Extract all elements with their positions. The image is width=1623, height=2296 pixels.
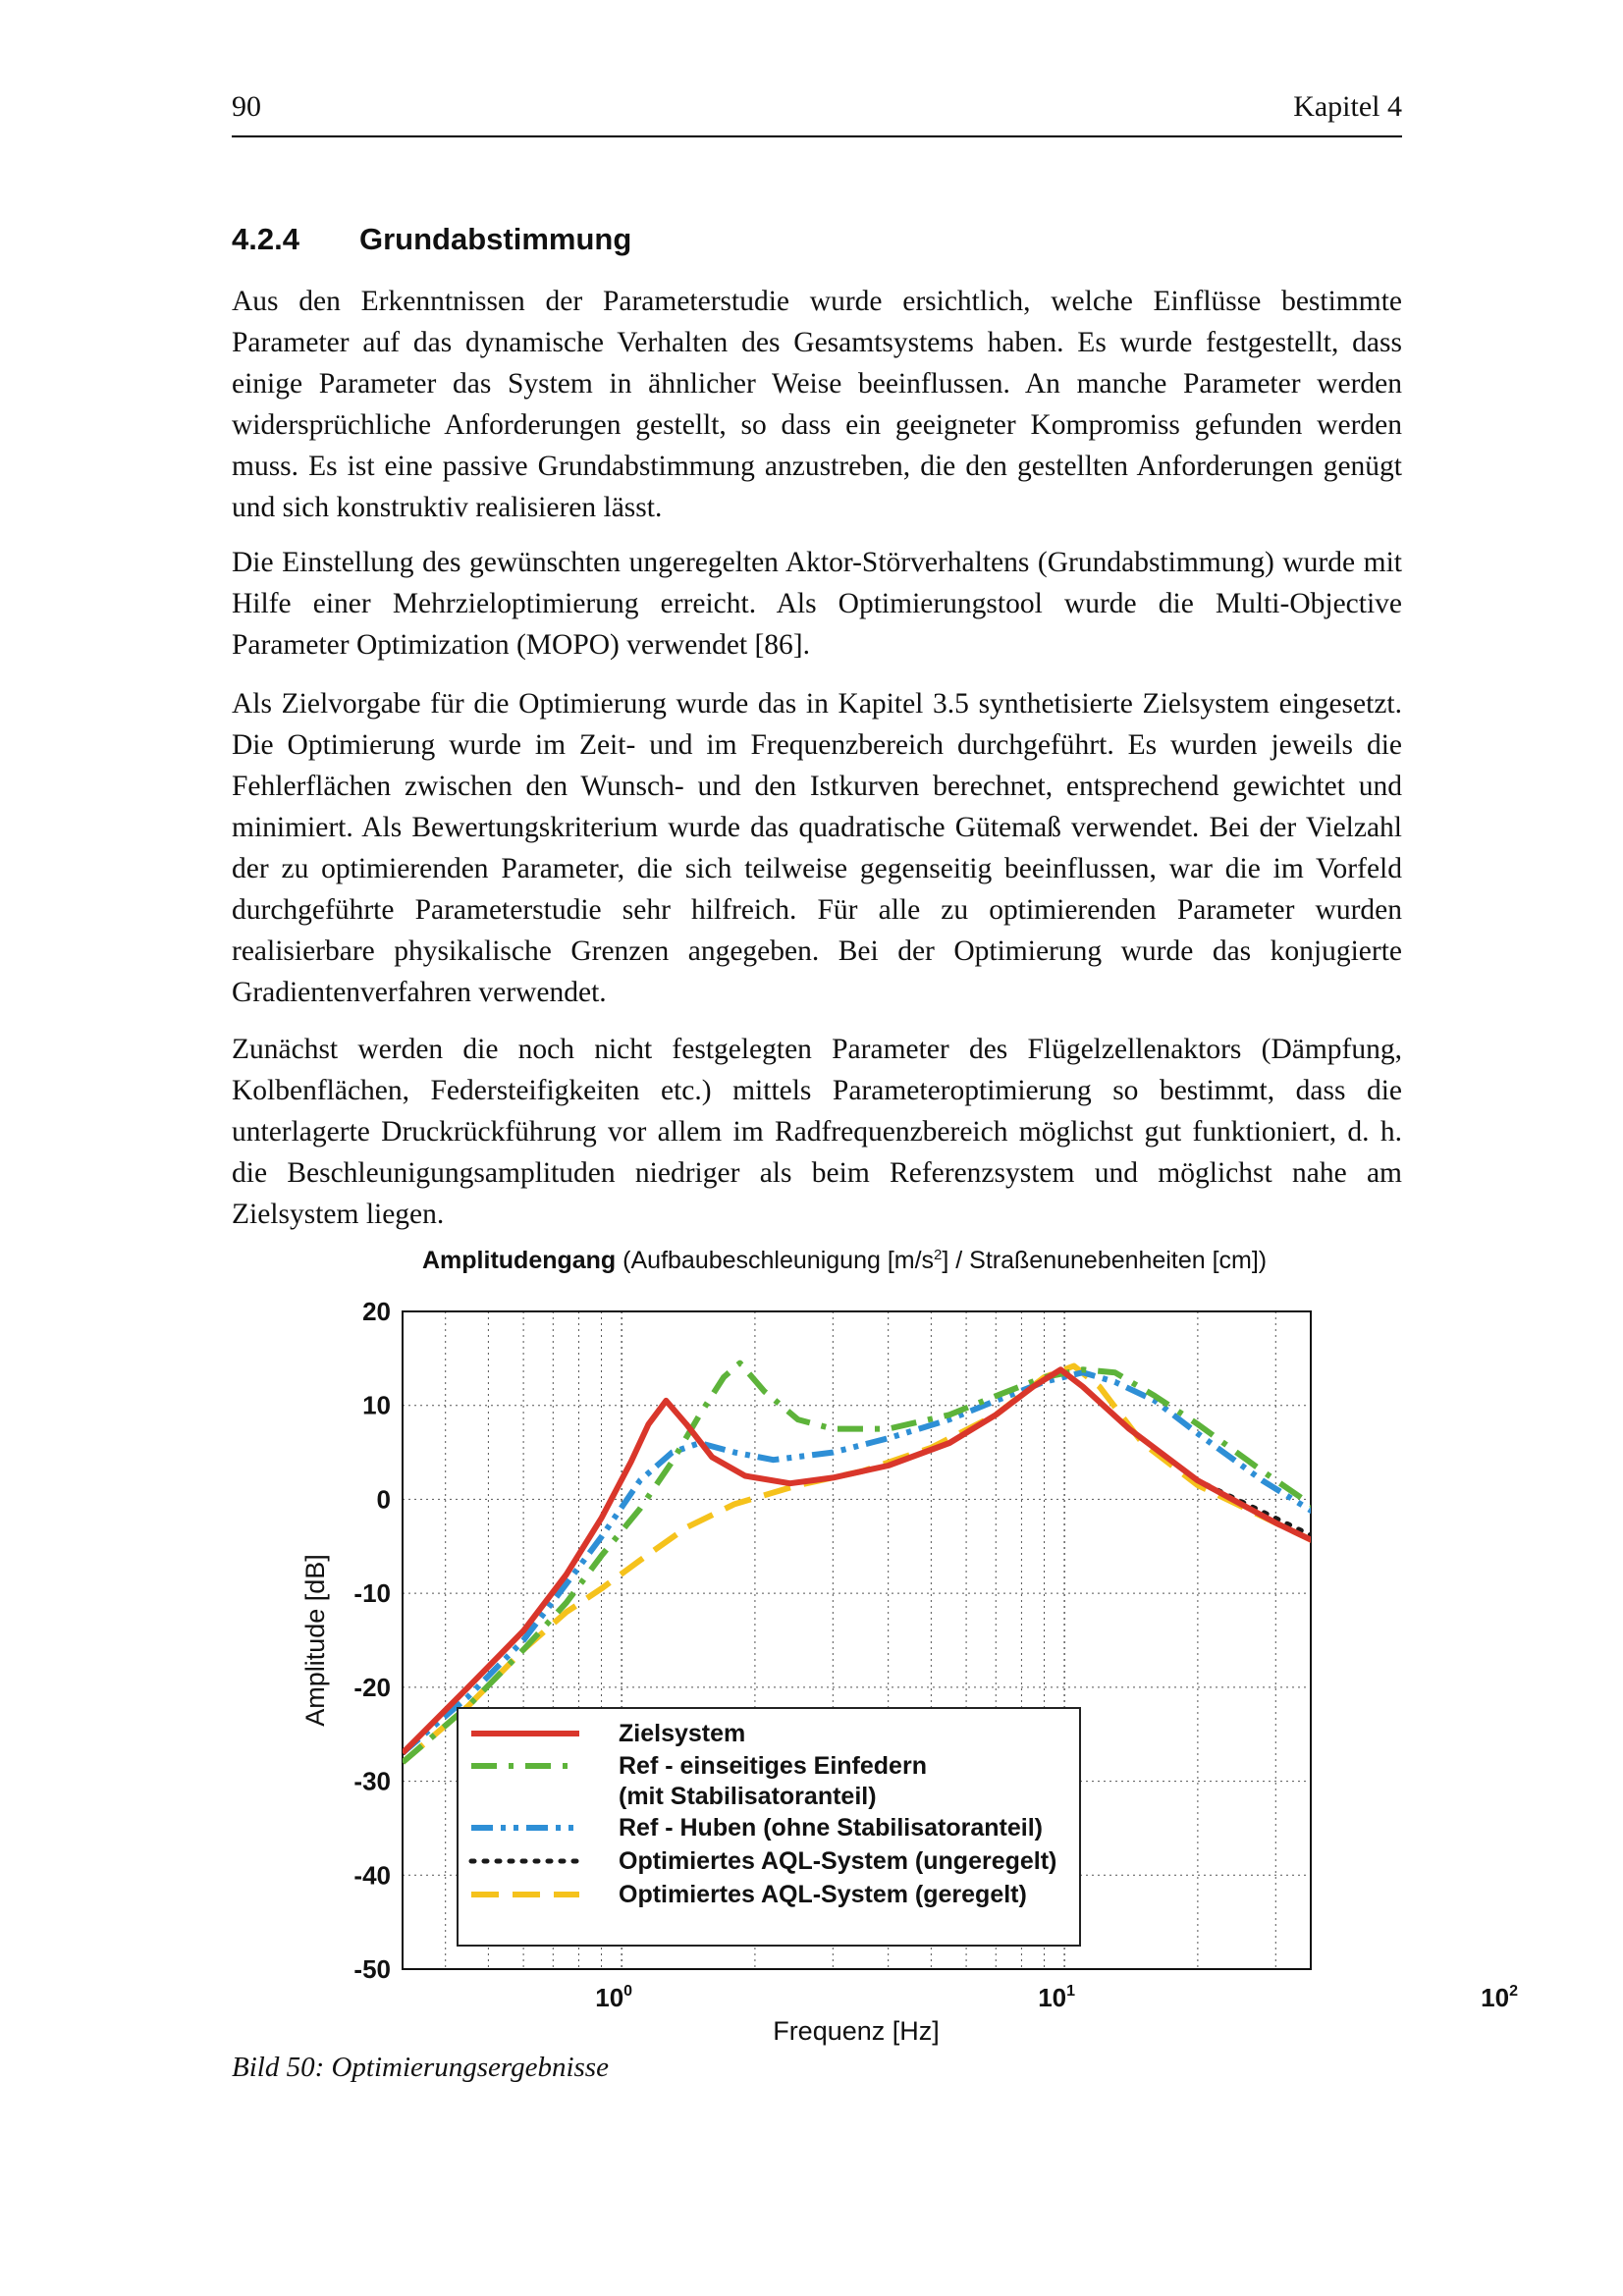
y-tick-label: -20	[353, 1672, 391, 1702]
paragraph: Aus den Erkenntnissen der Parameterstudie wurde ersichtlich, welche Einflüsse bestimmte Parameter auf das dynamische Verhalten des Gesamtsystems haben. Es wurde festgestellt, dass einige Parameter das System in ähnlicher Weise beeinflussen. An manche Parameter werden widersprüchliche Anforderungen gestellt, so dass ein geeigneter Kompromiss gefunden werden muss. Es ist eine passive Grundabstimmung anzustreben, die den gestellten Anforderungen genügt und sich konstruktiv realisieren lässt.	[232, 286, 1402, 523]
y-tick-label: 20	[362, 1297, 391, 1326]
x-axis-label: Frequenz [Hz]	[773, 2016, 940, 2046]
y-tick-label: 0	[376, 1484, 391, 1515]
legend-label: Optimiertes AQL-System (ungeregelt)	[619, 1847, 1057, 1875]
paragraph: Zunächst werden die noch nicht festgelegten Parameter des Flügelzellenaktors (Dämpfung, Kolbenflächen, Federsteifigkeiten etc.) mittels Parameteroptimierung so bestimmt, dass die unterlagerte Druckrückführung vor allem im Radfrequenzbereich möglichst gut funktioniert, d. h. die Beschleunigungsamplituden niedriger als beim Referenzsystem und möglichst nahe am Zielsystem liegen.	[232, 1034, 1402, 1230]
chart-title: Amplitudengang (Aufbaubeschleunigung $[m/s^2]$ / Straßenunebenheiten [cm])	[422, 1247, 1268, 1274]
page-header	[232, 90, 1402, 137]
page-number: 90	[232, 90, 261, 123]
y-tick-label: 10	[362, 1390, 391, 1420]
section-heading	[232, 222, 631, 257]
section-number: 4.2.4	[232, 222, 299, 256]
legend-label: Ref - einseitiges Einfedern	[619, 1752, 927, 1780]
y-axis-label: Amplitude [dB]	[300, 1554, 330, 1727]
y-axis-ticks	[353, 1297, 391, 1984]
y-tick-label: -50	[353, 1954, 391, 1984]
chapter-label: Kapitel 4	[1293, 90, 1402, 123]
y-tick-label: -30	[353, 1766, 391, 1796]
paragraph: Die Einstellung des gewünschten ungeregelten Aktor-Störverhaltens (Grundabstimmung) wurde mit Hilfe einer Mehrzieloptimierung erreicht. Als Optimierungstool wurde die Multi-Objective Parameter Optimization (MOPO) verwendet [86].	[232, 547, 1402, 661]
x-tick-label: $10^1$	[1038, 1983, 1076, 2012]
legend-label: Zielsystem	[619, 1720, 746, 1747]
section-title: Grundabstimmung	[359, 222, 632, 256]
x-tick-label: $10^0$	[595, 1983, 633, 2012]
x-axis-ticks	[595, 1983, 1518, 2012]
y-tick-label: -40	[353, 1860, 391, 1891]
paragraph: Als Zielvorgabe für die Optimierung wurde das in Kapitel 3.5 synthetisierte Zielsystem eingesetzt. Die Optimierung wurde im Zeit- und im Frequenzbereich durchgeführt. Es wurden jeweils die Fehlerflächen zwischen den Wunsch- und den Istkurven berechnet, entsprechend gewichtet und minimiert. Als Bewertungskriterium wurde das quadratische Gütemaß verwendet. Bei der Vielzahl der zu optimierenden Parameter, die sich teilweise gegenseitig beeinflussen, war die im Vorfeld durchgeführte Parameterstudie sehr hilfreich. Für alle zu optimierenden Parameter wurden realisierbare physikalische Grenzen angegeben. Bei der Optimierung wurde das konjugierte Gradientenverfahren verwendet.	[232, 688, 1402, 1008]
legend-label: Optimiertes AQL-System (geregelt)	[619, 1881, 1027, 1908]
x-tick-label: $10^2$	[1481, 1983, 1519, 2012]
amplitude-chart	[295, 1235, 1519, 2050]
legend-label: Ref - Huben (ohne Stabilisatoranteil)	[619, 1814, 1043, 1842]
legend-label: (mit Stabilisatoranteil)	[619, 1783, 877, 1810]
figure-caption: Bild 50: Optimierungsergebnisse	[232, 2052, 609, 2083]
chart-legend	[458, 1708, 1080, 1946]
y-tick-label: -10	[353, 1578, 391, 1609]
